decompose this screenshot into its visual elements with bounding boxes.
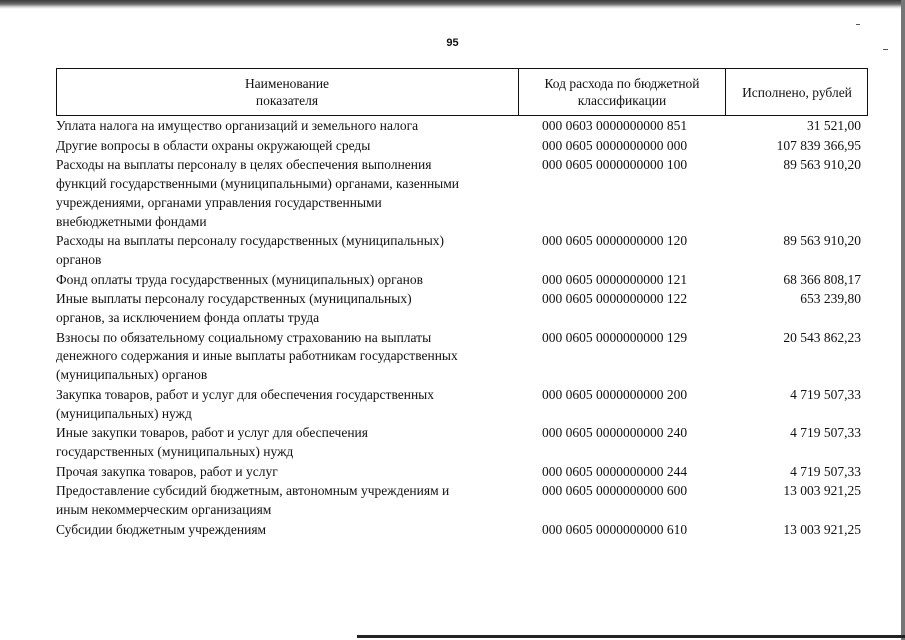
row-executed-amount: 107 839 366,95: [776, 137, 861, 153]
row-name-line: Закупка товаров, работ и услуг для обеспечения государственных: [56, 386, 435, 402]
table-body: [56, 116, 868, 539]
header-amount-column: [725, 69, 868, 115]
row-budget-code: 000 0605 0000000000 244: [542, 463, 688, 479]
table-row: [56, 423, 868, 461]
row-name-line: Иные закупки товаров, работ и услуг для обеспечения: [56, 425, 368, 441]
table-row: [56, 289, 868, 327]
row-name-line: внебюджетными фондами: [56, 213, 207, 229]
table-row: [56, 520, 868, 540]
row-budget-code: 000 0605 0000000000 200: [542, 386, 688, 402]
row-name-line: Предоставление субсидий бюджетным, автономным учреждениям и: [56, 483, 450, 499]
row-name-line: Прочая закупка товаров, работ и услуг: [56, 463, 278, 479]
row-indicator-name: [56, 463, 518, 482]
row-executed-amount: 13 003 921,25: [783, 521, 861, 537]
row-executed-amount: 20 543 862,23: [783, 329, 861, 345]
table-row: [56, 481, 868, 519]
row-name-line: Иные выплаты персоналу государственных (муниципальных): [56, 291, 412, 307]
header-code-column: [518, 69, 725, 115]
row-name-line: Уплата налога на имущество организаций и земельного налога: [56, 118, 419, 133]
table-row: [56, 116, 868, 136]
table-row: [56, 231, 868, 269]
row-executed-amount: 4 719 507,33: [790, 386, 861, 402]
row-indicator-name: [56, 424, 518, 461]
row-budget-code: 000 0605 0000000000 121: [542, 271, 688, 287]
row-indicator-name: [56, 117, 518, 136]
row-budget-code: 000 0605 0000000000 600: [542, 483, 688, 499]
row-name-line: функций государственными (муниципальными) органами, казенными: [56, 176, 460, 192]
row-executed-amount: 31 521,00: [807, 118, 861, 133]
header-name-line: показателя: [255, 93, 319, 108]
scan-speck: [856, 24, 860, 25]
row-budget-code: 000 0605 0000000000 120: [542, 233, 688, 249]
row-indicator-name: [56, 482, 518, 519]
row-indicator-name: [56, 232, 518, 269]
header-amount-label: Исполнено, рублей: [742, 84, 852, 100]
table-row: [56, 136, 868, 156]
row-budget-code: 000 0605 0000000000 240: [542, 425, 688, 441]
row-budget-code: 000 0603 0000000000 851: [542, 118, 688, 133]
row-name-line: Другие вопросы в области охраны окружающей среды: [56, 137, 371, 153]
header-code-line: классификации: [577, 93, 667, 108]
row-name-line: (муниципальных) органов: [56, 367, 208, 383]
row-budget-code: 000 0605 0000000000 000: [542, 137, 688, 153]
table-row: [56, 328, 868, 385]
row-executed-amount: 653 239,80: [800, 291, 861, 307]
row-indicator-name: [56, 137, 518, 156]
header-code-line: Код расхода по бюджетной: [544, 76, 700, 91]
row-name-line: (муниципальных) нужд: [56, 405, 192, 421]
scan-bottom-line: [357, 635, 905, 638]
header-name-line: Наименование: [244, 76, 330, 91]
row-budget-code: 000 0605 0000000000 100: [542, 157, 688, 173]
row-executed-amount: 4 719 507,33: [790, 463, 861, 479]
scan-top-edge: [0, 0, 905, 9]
table-header: [56, 68, 868, 116]
row-name-line: денежного содержания и иные выплаты работникам государственных: [56, 348, 458, 364]
row-budget-code: 000 0605 0000000000 129: [542, 329, 688, 345]
row-name-line: иным некоммерческим организациям: [56, 502, 272, 518]
row-executed-amount: 4 719 507,33: [790, 425, 861, 441]
table-row: [56, 155, 868, 231]
row-executed-amount: 89 563 910,20: [783, 157, 861, 173]
row-name-line: органов, за исключением фонда оплаты труда: [56, 310, 320, 326]
page-number: 95: [446, 37, 459, 49]
table-row: [56, 385, 868, 423]
row-executed-amount: 13 003 921,25: [783, 483, 861, 499]
row-budget-code: 000 0605 0000000000 122: [542, 291, 688, 307]
row-indicator-name: [56, 329, 518, 385]
table-row: [56, 270, 868, 290]
scan-speck: [883, 49, 888, 50]
row-indicator-name: [56, 271, 518, 290]
row-name-line: учреждениями, органами управления государственными: [56, 194, 382, 210]
row-name-line: органов: [56, 251, 102, 267]
row-executed-amount: 89 563 910,20: [783, 233, 861, 249]
scan-right-edge: [901, 0, 905, 640]
row-indicator-name: [56, 521, 518, 540]
row-budget-code: 000 0605 0000000000 610: [542, 521, 688, 537]
row-indicator-name: [56, 156, 518, 231]
row-executed-amount: 68 366 808,17: [783, 271, 861, 287]
row-name-line: Фонд оплаты труда государственных (муниципальных) органов: [56, 271, 423, 287]
row-name-line: Расходы на выплаты персоналу государственных (муниципальных): [56, 233, 445, 249]
row-name-line: Расходы на выплаты персоналу в целях обеспечения выполнения: [56, 157, 432, 173]
header-name-column: [57, 69, 517, 115]
row-name-line: государственных (муниципальных) нужд: [56, 443, 294, 459]
row-indicator-name: [56, 290, 518, 327]
row-name-line: Субсидии бюджетным учреждениям: [56, 521, 267, 537]
table-row: [56, 462, 868, 482]
row-name-line: Взносы по обязательному социальному страхованию на выплаты: [56, 329, 432, 345]
row-indicator-name: [56, 386, 518, 423]
